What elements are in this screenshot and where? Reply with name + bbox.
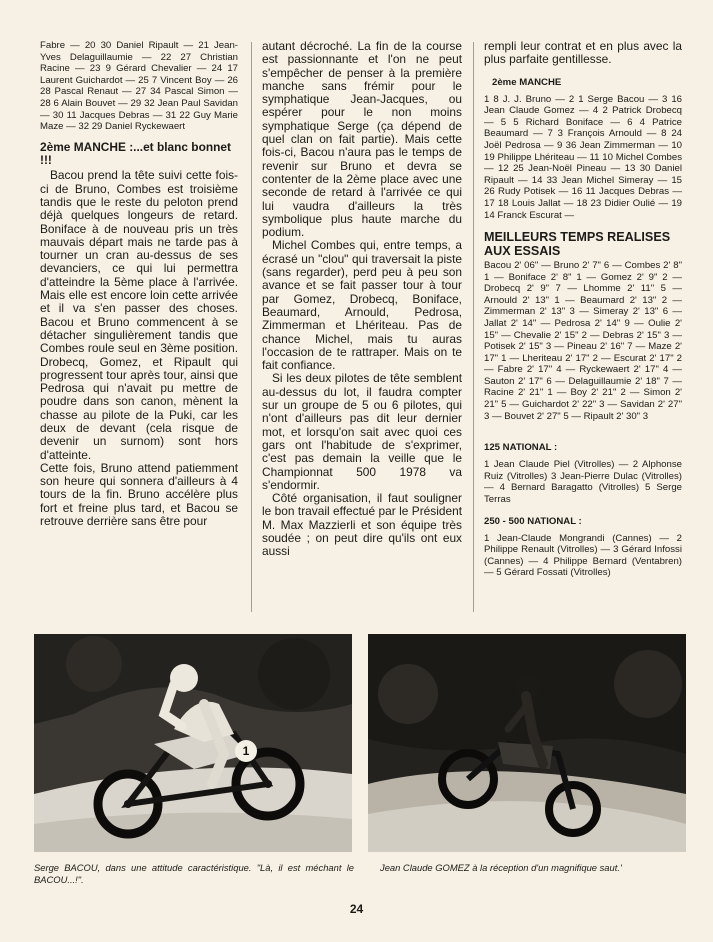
article-paragraph: Bacou prend la tête suivi cette fois-ci de Bruno, Combes est troisième tandis que le reste du peloton prend déjà quelques longeurs de retard. Boniface à de nouveau pris un très mauvais départ mais ne tarde pas à tourner un cran au-dessus de ses devanciers, ce qui lui permettra d'atteindre la 5ème place à l'arrivée. Mais elle est encore loin cette arrivée et il va s'en passer des choses. Bacou et Bruno commencent à se détacher singulièrement tandis que Combes roule seul en 3ème position. Drobecq, Gomez, et Ripault qui progressent tour après tour, ainsi que Pedrosa qui n'avait pu mettre de poudre dans son canon, mènent la chasse au pilote de la Puki, car les deux de devant (cela risque de devenir un surnom) sont hors d'atteinte.	[40, 168, 238, 462]
column-1	[40, 40, 238, 528]
column-2	[262, 40, 462, 559]
results-list-500-national: 1 Jean-Claude Mongrandi (Cannes) — 2 Philippe Renault (Vitrolles) — 3 Gérard Infossi (Cannes) — 4 Philippe Bernard (Ventabren) — 5 Gérard Fossati (Vitrolles)	[484, 532, 682, 579]
results-heading-2eme-manche: 2ème MANCHE	[492, 76, 562, 88]
results-heading-500-national: 250 - 500 NATIONAL :	[484, 515, 582, 527]
photo-caption: Jean Claude GOMEZ à la réception d'un magnifique saut.'	[380, 862, 622, 873]
race-number: 1	[242, 744, 250, 758]
article-paragraph: autant décroché. La fin de la course est passionnante et l'on ne peut s'empêcher de penser à la première manche sans frémir pour le symphatique Jean-Jacques, ou espérer pour le non moins symphatique Serge (ça dépend de quel clan on fait partie). Mais cette fois-ci, Bacou n'aura pas le temps de revenir sur Bruno et devra se contenter de la 2ème place avec une seconde de retard à l'arrivée ce qui lui vaudra d'ailleurs la très symbolique plus haute marche du podium.	[262, 39, 462, 240]
motocross-photo-2	[368, 634, 686, 852]
results-list-125-national: 1 Jean Claude Piel (Vitrolles) — 2 Alphonse Ruiz (Vitrolles) 3 Jean-Pierre Dulac (Vitrolles) — 4 Bernard Baragatto (Vitrolles) 5 Serge Terras	[484, 459, 682, 506]
photo-jean-claude-gomez	[368, 634, 686, 852]
results-tail: Fabre — 20 30 Daniel Ripault — 21 Jean-Yves Delaguillaumie — 22 27 Christian Racine — 23 9 Gérard Chevalier — 24 17 Laurent Guichardot — 25 7 Vincent Boy — 26 28 Pascal Renaut — 27 34 Pascal Simon — 28 6 Alain Bouvet — 29 32 Jean Paul Savidan — 30 11 Jacques Debras — 31 22 Guy Marie Maze — 32 29 Daniel Ryckewaert	[40, 40, 238, 133]
motocross-photo-1	[34, 634, 352, 852]
article-paragraph: Si les deux pilotes de tête semblent au-dessus du lot, il faudra compter sur un groupe de 5 ou 6 pilotes, qui n'ont d'ailleurs pas dit leur dernier mot, et lorsqu'on sait avec quoi ces gars ont l'habitude de s'exprimer, c'est pas demain la veille que le Championnat 500 1978 va s'endormir.	[262, 371, 462, 492]
column-divider	[473, 42, 474, 612]
results-heading-essais: MEILLEURS TEMPS REALISES AUX ESSAIS	[484, 230, 671, 258]
photo-caption: Serge BACOU, dans une attitude caractéristique. "Là, il est méchant le BACOU...!".	[34, 862, 354, 885]
photo-serge-bacou	[34, 634, 352, 852]
results-list-2eme-manche: 1 8 J. J. Bruno — 2 1 Serge Bacou — 3 16 Jean Claude Gomez — 4 2 Patrick Drobecq — 5 5 Richard Boniface — 6 4 Patrice Beaumard — 7 3 François Arnould — 8 24 Joël Pedrosa — 9 36 Jean Zimmerman — 10 19 Philippe Lhériteau — 11 10 Michel Combes — 12 25 Jean-Noël Pineau — 13 30 Daniel Ripault — 14 33 Jean Michel Simeray — 15 26 Rudy Potisek — 16 11 Jacques Debras — 17 18 Louis Jallat — 18 23 Didier Oulié — 19 14 Franck Escurat —	[484, 93, 682, 221]
results-list-essais: Bacou 2' 06" — Bruno 2' 7" 6 — Combes 2' 8" 1 — Boniface 2' 8" 1 — Gomez 2' 9" 2 — Drobecq 2' 9" 7 — Lhomme 2' 11" 5 — Arnould 2' 13" 1 — Beaumard 2' 13" 2 — Zimmerman 2' 13" 3 — Simeray 2' 13" 6 — Jallat 2' 14" — Pedrosa 2' 14" 9 — Oulie 2' 15" — Chevalie 2' 15" 2 — Debras 2' 15" 3 — Potisek 2' 15" 3 — Pineau 2' 16" 7 — Maze 2' 17" 1 — Lheriteau 2' 17" 2 — Escurat 2' 17" 2 — Fabre 2' 17" 4 — Ryckewaert 2' 17" 4 — Sauton 2' 17" 6 — Delaguillaumie 2' 18" 7 — Racine 2' 21" 1 — Boy 2' 21" 2 — Simon 2' 21" 5 — Guichardot 2' 22" 3 — Savidan 2' 27" 3 — Bouvet 2' 27" 5 — Ripault 2' 30" 3	[484, 259, 682, 422]
section-heading-2eme-manche: 2ème MANCHE :...et blanc bonnet !!!	[40, 139, 231, 168]
article-paragraph: Cette fois, Bruno attend patiemment son heure qui sonnera d'ailleurs à 4 tours de la fin. Bruno accélère plus fort et freine plus tard, et Bacou se retrouve derrière sans être pour	[40, 460, 238, 529]
results-heading-125-national: 125 NATIONAL :	[484, 442, 558, 454]
article-paragraph: rempli leur contrat et en plus avec la plus parfaite gentillesse.	[484, 39, 682, 67]
column-divider	[251, 42, 252, 612]
page-number: 24	[349, 902, 364, 916]
column-3	[484, 40, 682, 579]
article-paragraph: Michel Combes qui, entre temps, a écrasé un "clou" qui traversait la piste (sans regarder), perd peu à peu son avance et se fait passer tour à tour par Gomez, Drobecq, Boniface, Beaumard, Arnould, Pedrosa, Zimmerman et Lhériteau. Pas de chance Michel, mais tu auras l'occasion de te rattraper. Mais on te fait confiance.	[262, 238, 462, 373]
article-paragraph: Côté organisation, il faut souligner le bon travail effectué par le Président M. Max Mazzierli et son équipe très soudée ; on peut dire qu'ils ont eux aussi	[262, 491, 462, 559]
